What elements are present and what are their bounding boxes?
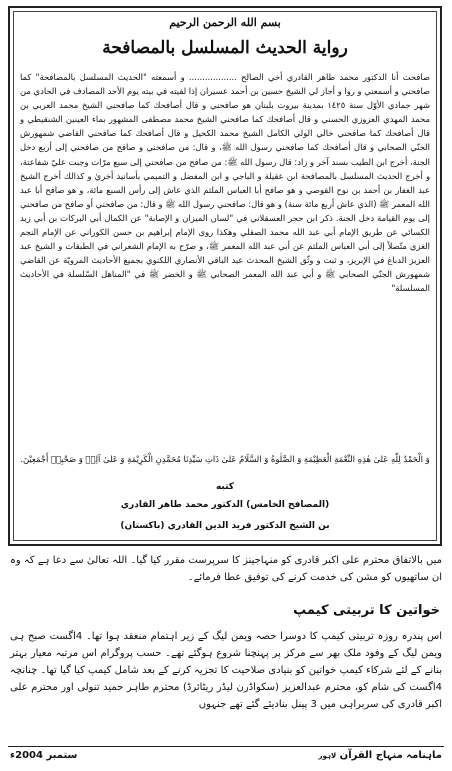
urdu-paragraph-2: اس پندرہ روزہ تربیتی کیمپ کا دوسرا حصہ ویمن لیگ کے زیر اہتمام منعقد ہوا تھا۔ 4اگست صبح ہی ویمن لیگ کے وفود ملک بھر سے مرکز پر پہنچنا شروع ہوگئے تھے۔ حسب پروگرام اس مرتبہ معیار بہتر بنانے کے لئے شرکاء کیمپ خواتین کو بنیادی صلاحیت کا تجزیہ کرنے کے بعد شامل کیمپ کیا گیا تھا۔ چنانچہ 4اگست کی شام کو، محترم عبدالعزیز (سکواڈرن لیڈر ریٹائرڈ) محترم طاہر حمید تنولی اور محترم علی اکبر قادری کی سربراہی میں 3 پینل بنادیئے گئے تھے جنہوں [10,631,443,710]
closing-dua: وَ الْحَمْدُ لِلّٰهِ عَلىٰ هٰذِهِ النِّعْمَةِ الْعَظِيْمَةِ وَ الصَّلٰوةُ وَ السَّلَامُ عَلىٰ ذَاتِ سَيِّدِنَا مُحَمَّدِنِ الْكَرِيْمَةِ وَ عَلىٰ آلِهٖ وَ صَحْبِهٖ أَجْمَعِيْنَ. [20,454,430,464]
urdu-paragraph-1: میں بالاتفاق محترم علی اکبر قادری کو منہاجینز کا سرپرست مقرر کیا گیا۔ اللہ تعالیٰ سے دعا ہے کہ وہ ان ساتھیوں کو مشن کی خدمت کرنے کی توفیق عطا فرمائے۔ [10,555,442,583]
signature-line-2: بن الشيخ الدكتور فريد الدين القادري (باكستان) [120,521,330,531]
hadith-title: رواية الحديث المسلسل بالمصافحة [102,38,348,58]
hadith-body [20,70,430,298]
hadith-paragraph: صافحت أنا الدكتور محمد طاهر القادري أخي الصالح .................. و أسمعته "الحديث المسلسل بالمصافحة" كما صافحني و أسمعني و روا و أجاز لي الشيخ حسين بن أحمد عسيران إذا لقيته في بيته يوم الأحد المصادف في الحادي من شهر جمادي الأوّل سنة ١٤٢٥ بمدينة بيروت بلبنان هو صافحني و قال أصافحك كما صافحني الشيخ محمد العربي بن محمد المهدي العزوزي الحسني و قال أصافحك كما صافحني الشيخ محمد مصطفى المشهور بماء العينين الشنقيطي و قال أصافحك كما صافحني خالي الولي الكامل الشيخ محمد الكحيل و قال أصافحك كما صافحني القاضي شمهورش الجنّي الصحابي و قال أصافحك كما صافحني رسول الله ﷺ، و قال: من صافحني و صافح من صافحني إلى أربع دخل الجنة، أخرج ابن الطيب بسند آخر و زاد: قال رسول الله ﷺ: من صافح من صافحني إلى سبع مرّات وجبت عليّ شفاعتة، و أخرج الحديث المسلسل بالمصافحة ابن عقيلة و الباجي و ابن المفضل و التميمي بأسانيد أخريٰ و كذالك أخرج الشيخ عبد الغفار بن أحمد بن نوح القوصي و هو صافح أبا العباس الملثم الذي عاش إلى رأس السبع مائة، و هو صافح أبا عبد الله المعمر ﷺ (الذي عاش أربع مائة سنة) و هو قال: صافحني رسول الله ﷺ و قال: من صافحني أو صافح من صافحني إلى يوم القيامة دخل الجنة. ذكر ابن حجر العسقلاني في "لسان الميزان و الإصابة" عن الكمال أبي البركات بن أبي زيد الكسائي عن طريق الإمام أبي عبد الله محمد الصقلي وهكذا روى الإمام إبراهيم بن حسن الكوراني عن الإمام النجم الغزي متّصلاً إلى أبي العباس الملثم عن أبي عبد الله المعمر ﷺ، و صرّح به الإمام الشعراني في الطبقات و الشيخ عبد العزيز الدباغ في الإبريز، و ثبت و وثّق الشيخ المحدث عبد الباقي الأنصاري اللكنوي بجميع الأحاديث المرويّة عن القاضي شمهورش الجنّي الصحابي ﷺ و أبي عبد الله المعمر الصحابي ﷺ و الخضر ﷺ في "المناهل السّلسلة في الأحاديث المسلسلة" [20,72,430,294]
basmala: بسم الله الرحمن الرحيم [169,16,281,29]
section-heading: خواتین کا تربیتی کیمپ [293,603,440,618]
hadith-box [8,6,442,546]
footer-magazine [318,750,442,761]
signature-line-1: (المصافح الخامس) الدكتور محمد طاهر القادري [120,500,330,510]
magazine-city: لاہور [318,752,337,760]
magazine-name: ماہنامہ منہاج القرآن [339,750,442,761]
page-footer [8,746,444,765]
kataba-label: كتبه [215,482,235,492]
footer-issue-date: ستمبر 2004ء [10,750,78,761]
